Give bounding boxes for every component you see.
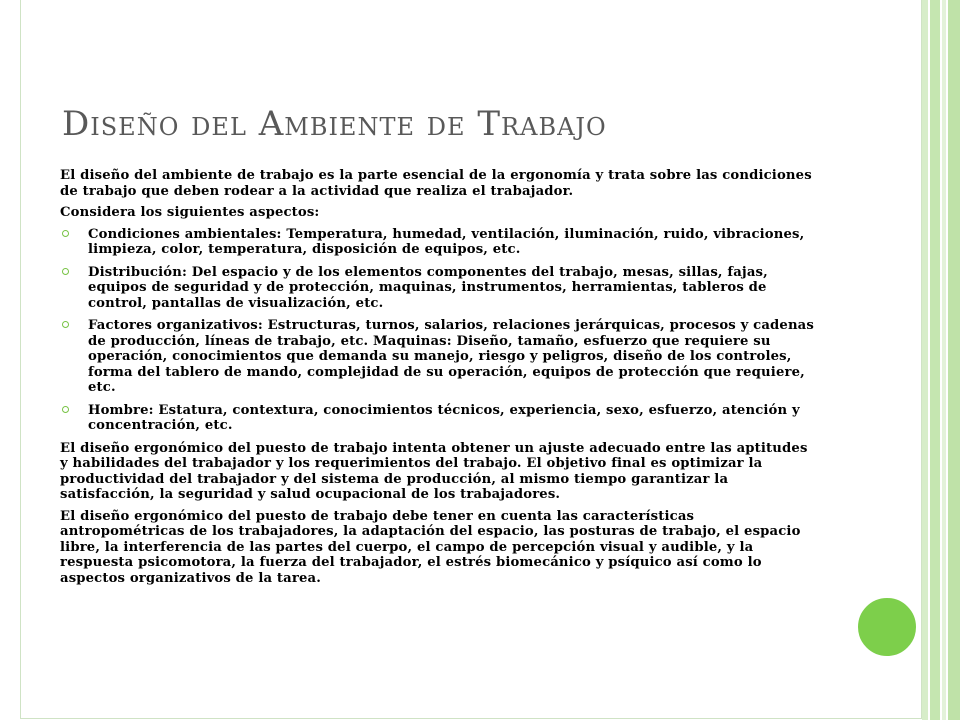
list-item-text: Hombre: Estatura, contextura, conocimientos técnicos, experiencia, sexo, esfuerzo, atención y concentración, etc. [88, 402, 800, 433]
bullet-ring-icon [62, 268, 69, 275]
decorative-green-circle [856, 596, 918, 658]
bullet-ring-icon [62, 230, 69, 237]
list-item-text: Distribución: Del espacio y de los elementos componentes del trabajo, mesas, sillas, fajas, equipos de seguridad y de protección, maquinas, instrumentos, herramientas, tableros de control, pantallas de visualización, etc. [88, 264, 768, 311]
paragraph-considerations: El diseño ergonómico del puesto de trabajo debe tener en cuenta las características antropométricas de los trabajadores, la adaptación del espacio, las posturas de trabajo, el espacio libre, la interferencia de las partes del cuerpo, el campo de percepción visual y audible, y la respuesta psicomotora, la fuerza del trabajador, el estrés biomecánico y psíquico así como lo aspectos organizativos de la tarea. [60, 508, 801, 586]
list-item [60, 265, 820, 312]
bullet-ring-icon [62, 321, 69, 328]
list-item-text: Factores organizativos: Estructuras, turnos, salarios, relaciones jerárquicas, procesos y cadenas de producción, líneas de trabajo, etc. Maquinas: Diseño, tamaño, esfuerzo que requiere su operación, conocimientos que demanda su manejo, riesgo y peligros, diseño de los controles, forma del tablero de mando, complejidad de su operación, equipos de protección que requiere, etc. [88, 318, 814, 395]
slide-title: Diseño del Ambiente de Trabajo [62, 104, 607, 144]
decorative-stripes [922, 0, 960, 720]
stripe [930, 0, 940, 720]
aspects-list [60, 227, 820, 434]
stripe [948, 0, 960, 720]
list-item [60, 227, 820, 258]
list-item [60, 318, 820, 396]
list-item-text: Condiciones ambientales: Temperatura, humedad, ventilación, iluminación, ruido, vibraciones, limpieza, color, temperatura, disposición de equipos, etc. [88, 226, 805, 257]
list-item [60, 403, 820, 434]
bullet-ring-icon [62, 406, 69, 413]
paragraph-objective: El diseño ergonómico del puesto de trabajo intenta obtener un ajuste adecuado entre las aptitudes y habilidades del trabajador y los requerimientos del trabajo. El objetivo final es optimizar la productividad del trabajador y del sistema de producción, al mismo tiempo garantizar la satisfacción, la seguridad y salud ocupacional de los trabajadores. [60, 440, 808, 502]
slide-body [60, 168, 820, 592]
stripe [942, 0, 946, 720]
consider-line: Considera los siguientes aspectos: [60, 205, 320, 220]
stripe [922, 0, 928, 720]
intro-paragraph: El diseño del ambiente de trabajo es la parte esencial de la ergonomía y trata sobre las condiciones de trabajo que deben rodear a la actividad que realiza el trabajador. [60, 168, 812, 199]
